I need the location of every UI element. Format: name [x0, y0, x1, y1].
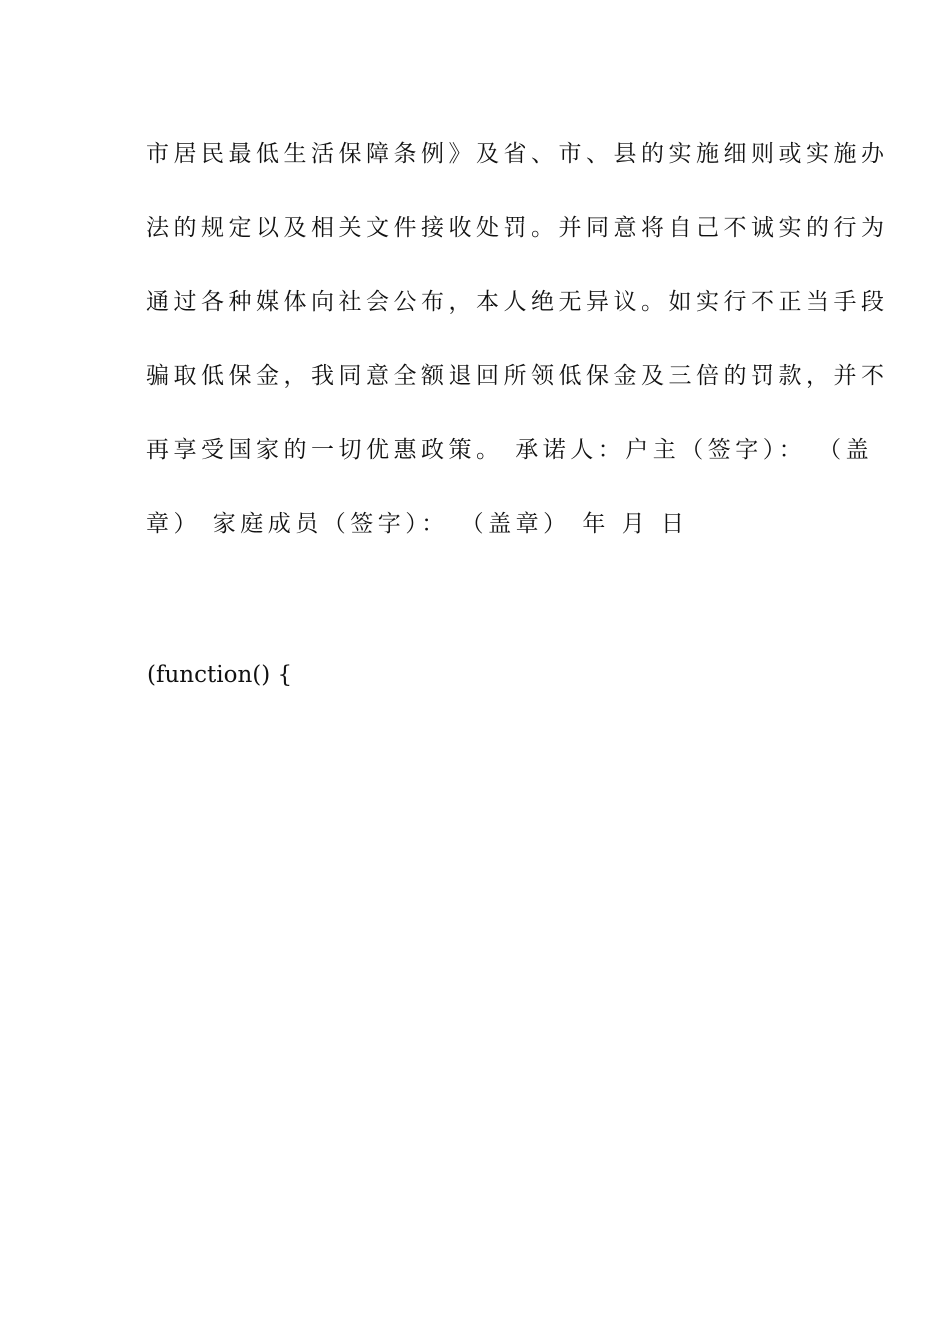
paragraph-line: 法的规定以及相关文件接收处罚。并同意将自己不诚实的行为: [146, 215, 889, 241]
paragraph-line: 再享受国家的一切优惠政策。 承诺人：户主（签字）： （盖: [146, 437, 874, 463]
paragraph-line: 通过各种媒体向社会公布，本人绝无异议。如实行不正当手段: [146, 289, 889, 315]
signature-line: 章） 家庭成员（签字）： （盖章） 年 月 日: [146, 511, 689, 537]
paragraph-line: 骗取低保金，我同意全额退回所领低保金及三倍的罚款，并不: [146, 363, 889, 389]
paragraph-line: 市居民最低生活保障条例》及省、市、县的实施细则或实施办: [146, 141, 889, 167]
commitment-paragraph: [146, 132, 889, 576]
stray-code-text: (function() {: [147, 662, 293, 688]
